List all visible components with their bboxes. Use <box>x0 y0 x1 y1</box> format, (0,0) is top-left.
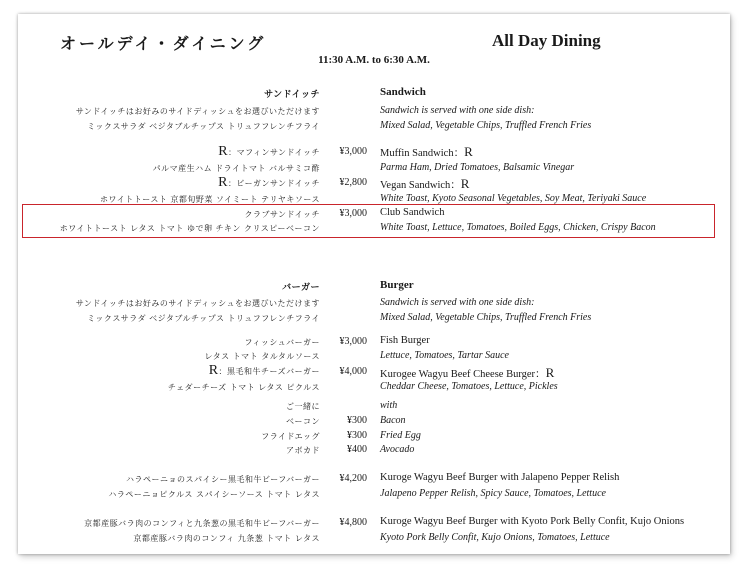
menu-item-price: ¥4,800 <box>339 517 367 528</box>
opening-hours: 11:30 A.M. to 6:30 A.M. <box>318 54 430 66</box>
menu-item-name-jp: R：黒毛和牛チーズバーガー <box>208 363 320 378</box>
menu-item-desc-en: Lettuce, Tomatoes, Tartar Sauce <box>380 350 509 361</box>
menu-item-name-en: Kuroge Wagyu Beef Burger with Kyoto Pork Belly Confit, Kujo Onions <box>380 516 685 527</box>
menu-item-name-jp: フィッシュバーガー <box>244 338 320 347</box>
menu-item-desc-jp: 京都産豚バラ肉のコンフィ 九条葱 トマト レタス <box>133 534 320 543</box>
menu-item-desc-jp: レタス トマト タルタルソース <box>204 352 320 361</box>
burger-note-en-1: Sandwich is served with one side dish: <box>380 297 535 308</box>
addon-name-en: Bacon <box>380 415 406 426</box>
sandwich-note-jp-2: ミックスサラダ ベジタブルチップス トリュフフレンチフライ <box>87 122 320 131</box>
addon-heading-jp: ご一緒に <box>286 402 320 411</box>
menu-item-desc-jp: ホワイトトースト 京都旬野菜 ソイミート テリヤキソース <box>99 195 320 204</box>
reservation-mark: R <box>208 363 219 378</box>
menu-item-price: ¥3,000 <box>339 208 367 219</box>
reservation-mark: R <box>545 365 555 380</box>
addon-price: ¥300 <box>347 415 367 426</box>
menu-item-desc-jp: ホワイトトースト レタス トマト ゆで卵 チキン クリスピーベーコン <box>59 224 320 233</box>
menu-item-name-jp: ハラペーニョのスパイシー黒毛和牛ビーフバーガー <box>126 475 320 484</box>
burger-heading-en: Burger <box>380 279 414 291</box>
menu-item-name-en: Kuroge Wagyu Beef Burger with Jalapeno Pepper Relish <box>380 472 620 483</box>
addon-name-jp: ベーコン <box>286 417 320 426</box>
menu-item-desc-en: Parma Ham, Dried Tomatoes, Balsamic Vinegar <box>380 162 575 173</box>
menu-item-desc-en: Jalapeno Pepper Relish, Spicy Sauce, Tomatoes, Lettuce <box>380 488 606 499</box>
burger-heading-jp: バーガー <box>282 283 320 293</box>
reservation-mark: R <box>218 175 228 190</box>
menu-item-desc-jp: ハラペーニョピクルス スパイシーソース トマト レタス <box>108 490 320 499</box>
menu-item-name-jp: クラブサンドイッチ <box>244 210 320 219</box>
burger-note-en-2: Mixed Salad, Vegetable Chips, Truffled French Fries <box>380 312 592 323</box>
menu-item-name-en: Vegan Sandwich：R <box>380 176 470 191</box>
menu-item-name-en: Fish Burger <box>380 335 430 346</box>
menu-item-name-en: Muffin Sandwich：R <box>380 144 473 159</box>
addon-heading-en: with <box>380 400 398 411</box>
addon-price: ¥300 <box>347 430 367 441</box>
burger-note-jp-1: サンドイッチはお好みのサイドディッシュをお選びいただけます <box>75 299 320 308</box>
menu-item-desc-jp: チェダーチーズ トマト レタス ピクルス <box>167 383 320 392</box>
menu-page <box>18 14 730 554</box>
menu-item-desc-en: White Toast, Kyoto Seasonal Vegetables, Soy Meat, Teriyaki Sauce <box>380 193 647 204</box>
menu-title-jp: オールデイ・ダイニング <box>60 34 267 53</box>
addon-name-jp: フライドエッグ <box>261 432 320 441</box>
menu-item-price: ¥4,200 <box>339 473 367 484</box>
addon-name-en: Fried Egg <box>380 430 421 441</box>
menu-title-en: All Day Dining <box>492 31 601 50</box>
reservation-mark: R <box>464 144 473 159</box>
menu-item-name-jp: R：マフィンサンドイッチ <box>218 144 320 159</box>
menu-item-name-jp: 京都産豚バラ肉のコンフィと九条葱の黒毛和牛ビーフバーガー <box>84 519 320 528</box>
sandwich-heading-jp: サンドイッチ <box>264 90 320 100</box>
addon-name-en: Avocado <box>380 444 415 455</box>
menu-item-desc-en: Kyoto Pork Belly Confit, Kujo Onions, Tomatoes, Lettuce <box>380 532 610 543</box>
addon-name-jp: アボカド <box>286 446 320 455</box>
burger-note-jp-2: ミックスサラダ ベジタブルチップス トリュフフレンチフライ <box>87 314 320 323</box>
menu-item-desc-en: Cheddar Cheese, Tomatoes, Lettuce, Pickles <box>380 381 558 392</box>
menu-item-price: ¥3,000 <box>339 336 367 347</box>
menu-item-desc-en: White Toast, Lettuce, Tomatoes, Boiled Eggs, Chicken, Crispy Bacon <box>380 222 656 233</box>
sandwich-heading-en: Sandwich <box>380 86 426 98</box>
addon-price: ¥400 <box>347 444 367 455</box>
menu-item-price: ¥2,800 <box>339 177 367 188</box>
menu-item-price: ¥4,000 <box>339 366 367 377</box>
menu-item-name-jp: R：ビーガンサンドイッチ <box>218 175 320 190</box>
menu-item-price: ¥3,000 <box>339 146 367 157</box>
menu-item-name-en: Club Sandwich <box>380 207 445 218</box>
sandwich-note-jp-1: サンドイッチはお好みのサイドディッシュをお選びいただけます <box>75 107 320 116</box>
reservation-mark: R <box>460 176 470 191</box>
menu-item-desc-jp: パルマ産生ハム ドライトマト バルサミコ酢 <box>152 164 320 173</box>
sandwich-note-en-1: Sandwich is served with one side dish: <box>380 105 535 116</box>
sandwich-note-en-2: Mixed Salad, Vegetable Chips, Truffled French Fries <box>380 120 592 131</box>
reservation-mark: R <box>218 144 229 159</box>
menu-item-name-en: Kurogee Wagyu Beef Cheese Burger：R <box>380 365 555 380</box>
